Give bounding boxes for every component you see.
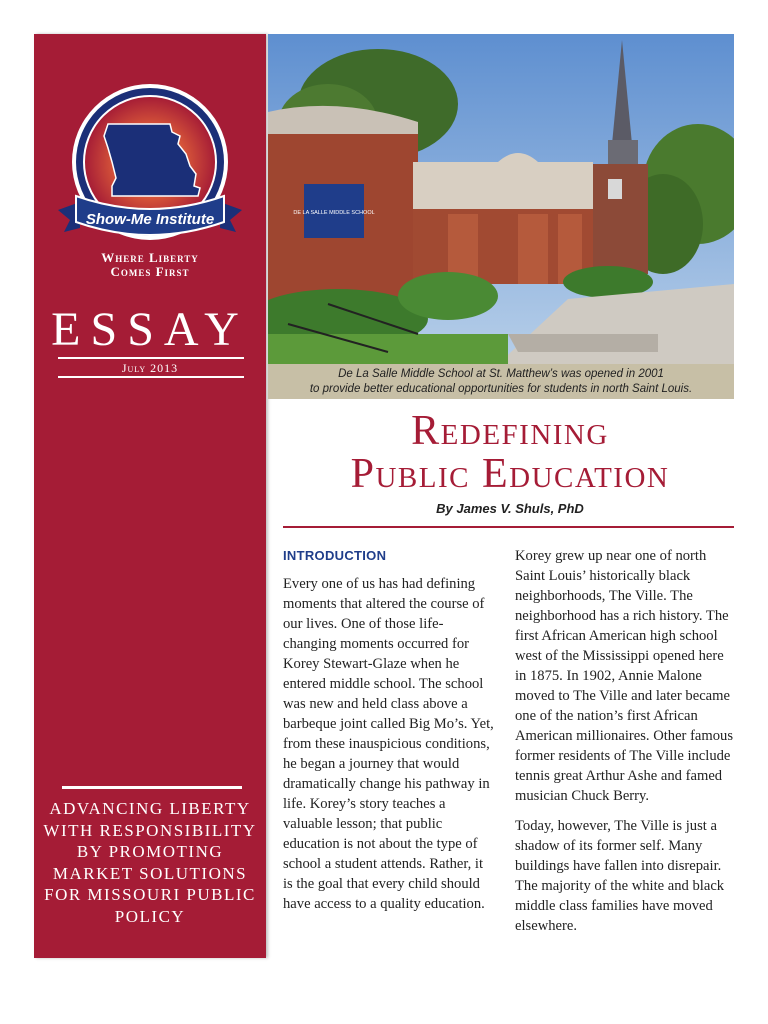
sidebar-banner [34, 34, 266, 958]
mission-statement: ADVANCING LIBERTY WITH RESPONSIBILITY BY PROMOTING MARKET SOLUTIONS FOR MISSOURI PUBLIC POLICY [43, 799, 257, 926]
school-sign: DE LA SALLE MIDDLE SCHOOL [293, 210, 375, 216]
body-column-right [515, 546, 737, 936]
show-me-institute-logo [50, 82, 250, 322]
article-title-line1: Redefining [411, 408, 609, 454]
article-title-line2: Public Education [350, 451, 670, 497]
divider [62, 786, 242, 789]
tagline-line2: Comes First [110, 264, 190, 279]
document-type-heading: ESSAY [51, 303, 249, 356]
tagline-line1: Where Liberty [101, 250, 199, 265]
caption-line2: to provide better educational opportunities for students in north Saint Louis. [309, 383, 693, 395]
caption-line1: De La Salle Middle School at St. Matthew’s was opened in 2001 [338, 368, 664, 380]
divider [58, 357, 244, 359]
logo-banner-text: Show-Me Institute [85, 211, 215, 228]
school-photo [268, 34, 734, 364]
paragraph: Every one of us has had defining moments that altered the course of our lives. One of those life-changing moments occurred for Korey Stewart-Glaze when he entered middle school. The school was new and held class above a barbeque joint called Big Mo’s. Yet, from these inauspicious conditions, he began a journey that would dramatically change his pathway in life. Korey’s story teaches a valuable lesson; that public education is not about the type of school a student attends. Rather, it is the goal that every child should have access to a quality education. [283, 576, 494, 912]
title-divider [283, 526, 734, 528]
body-column-left [283, 574, 495, 914]
paragraph: Today, however, The Ville is just a shadow of its former self. Many buildings have fallen into disrepair. The majority of the white and black middle class families have moved elsewhere. [515, 818, 725, 934]
photo-caption [268, 364, 734, 399]
section-heading: INTRODUCTION [283, 548, 387, 563]
publication-date: July 2013 [121, 361, 179, 375]
divider [58, 376, 244, 378]
paragraph: Korey grew up near one of north Saint Louis’ historically black neighborhoods, The Ville. The neighborhood has a rich history. The first African American high school west of the Mississippi opened here in 1875. In 1902, Annie Malone moved to The Ville and later became one of the nation’s first African American millionaires. Other famous former residents of The Ville include tennis great Arthur Ashe and famed musician Chuck Berry. [515, 548, 734, 804]
byline: By James V. Shuls, PhD [436, 501, 584, 516]
